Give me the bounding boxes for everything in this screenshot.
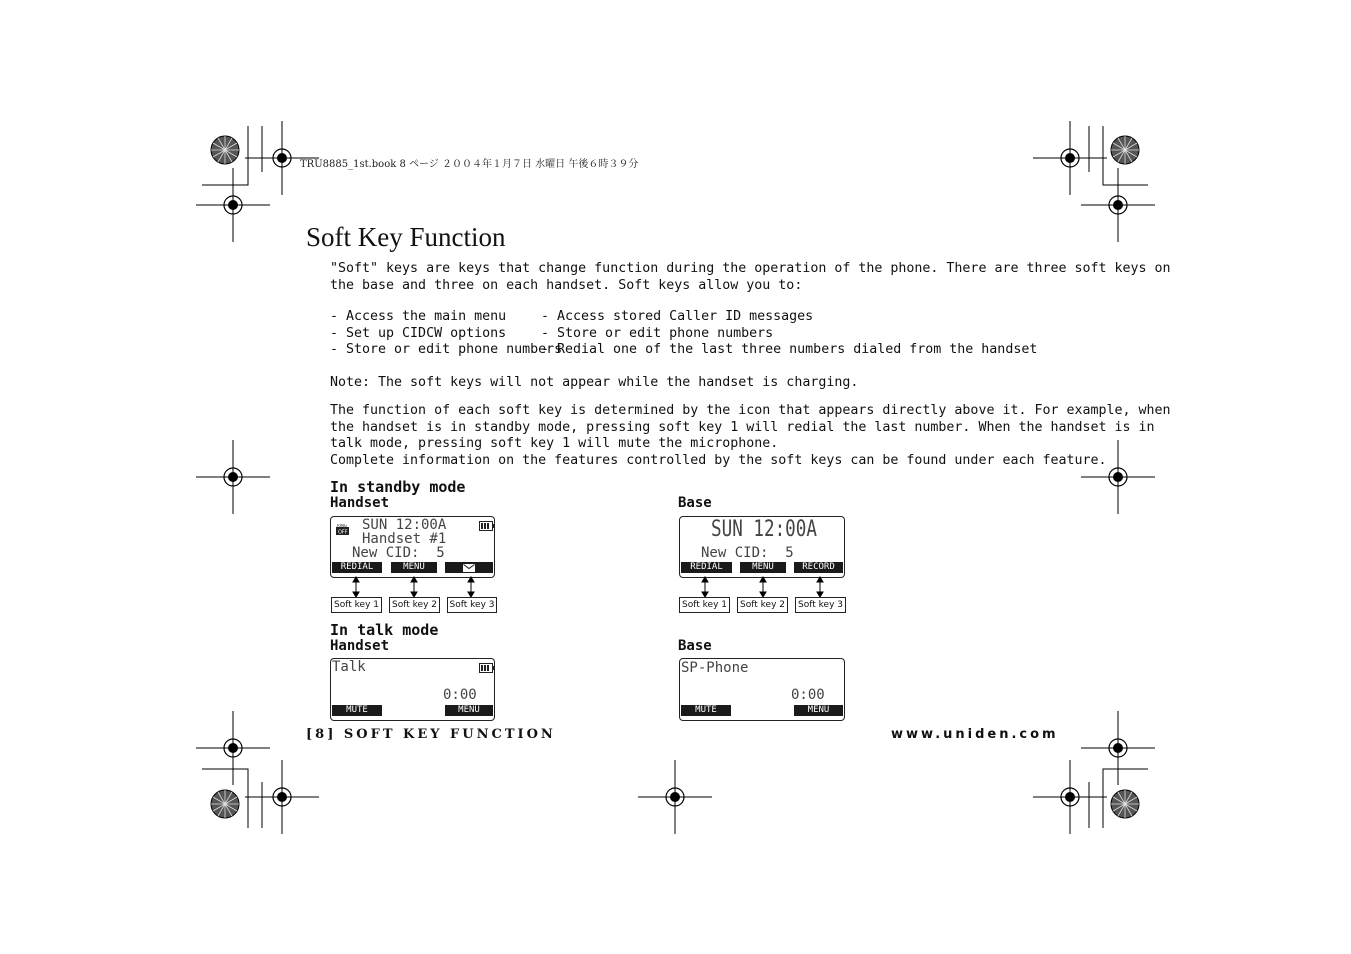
soft-key-3-label: MENU: [445, 705, 493, 716]
intro-line-2: the base and three on each handset. Soft keys allow you to:: [330, 277, 803, 293]
lcd-line-1: Talk: [332, 659, 366, 675]
standby-handset-label: Handset: [330, 495, 390, 511]
soft-key-2-label: MENU: [740, 562, 786, 573]
soft-key-3-label: RECORD: [794, 562, 843, 573]
svg-text:RING: RING: [337, 524, 348, 528]
ringer-off-icon: [336, 520, 349, 535]
lcd-line-1: SP-Phone: [681, 660, 749, 676]
standby-heading: In standby mode: [330, 478, 466, 496]
soft-key-3-button[interactable]: Soft key 3: [447, 597, 497, 613]
list-item: - Store or edit phone numbers: [541, 325, 774, 341]
soft-key-1-button[interactable]: Soft key 1: [331, 597, 382, 613]
intro-paragraph: [330, 261, 1171, 294]
standby-handset-display: [330, 516, 495, 578]
feature-list-left: [330, 309, 562, 359]
standby-base-label: Base: [678, 495, 712, 511]
list-item: - Access the main menu: [330, 309, 507, 324]
paragraph-line: The function of each soft key is determined by the icon that appears directly above it. For example, when: [330, 403, 1171, 418]
soft-key-3-label: [445, 562, 493, 573]
page-footer-url: www.uniden.com: [891, 727, 1059, 742]
page-footer-section: [8] SOFT KEY FUNCTION: [306, 727, 556, 742]
soft-key-3-button[interactable]: Soft key 3: [795, 597, 846, 613]
intro-line-1: "Soft" keys are keys that change function during the operation of the phone. There are three soft keys on: [330, 261, 1171, 276]
soft-key-2-button[interactable]: Soft key 2: [737, 597, 788, 613]
soft-key-1-label: REDIAL: [332, 562, 382, 573]
lcd-line-2: New CID: 5: [701, 545, 794, 561]
talk-heading: In talk mode: [330, 621, 439, 639]
talk-base-label: Base: [678, 638, 712, 654]
feature-list-right: [541, 309, 1037, 359]
call-timer: 0:00: [443, 687, 477, 703]
standby-base-arrows: [679, 576, 849, 598]
soft-key-1-label: MUTE: [332, 705, 382, 716]
paragraph-line: talk mode, pressing soft key 1 will mute the microphone.: [330, 436, 779, 452]
standby-base-display: [679, 516, 845, 578]
call-timer: 0:00: [791, 687, 825, 703]
file-info-header: TRU8885_1st.book 8 ページ ２００４年１月７日 水曜日 午後６時３９分: [300, 159, 639, 170]
list-item: - Access stored Caller ID messages: [541, 309, 814, 324]
talk-handset-label: Handset: [330, 638, 390, 654]
talk-base-display: [679, 658, 845, 721]
soft-key-2-label: MENU: [391, 562, 437, 573]
battery-icon: [479, 663, 493, 673]
talk-handset-display: [330, 658, 495, 721]
paragraph-line: Complete information on the features controlled by the soft keys can be found under each feature.: [330, 453, 1107, 469]
standby-handset-arrows: [330, 576, 500, 598]
charging-note: Note: The soft keys will not appear while the handset is charging.: [330, 375, 859, 390]
page-title: Soft Key Function: [306, 222, 506, 252]
soft-key-3-label: MENU: [794, 705, 843, 716]
battery-icon: [479, 521, 493, 531]
list-item: - Set up CIDCW options: [330, 325, 507, 341]
soft-key-2-button[interactable]: Soft key 2: [389, 597, 440, 613]
soft-key-1-button[interactable]: Soft key 1: [679, 597, 730, 613]
soft-key-1-label: REDIAL: [681, 562, 732, 573]
lcd-line-1: SUN 12:00A: [711, 517, 817, 542]
lcd-line-3: New CID: 5: [352, 545, 445, 561]
svg-text:OFF: OFF: [338, 529, 348, 535]
lcd-line-1: SUN 12:00A: [362, 517, 447, 533]
envelope-icon: [463, 564, 475, 572]
soft-key-1-label: MUTE: [681, 705, 731, 716]
function-paragraph: [330, 403, 1171, 470]
paragraph-line: the handset is in standby mode, pressing soft key 1 will redial the last number. When the handset is in: [330, 419, 1155, 435]
list-item: - Store or edit phone numbers: [330, 342, 563, 358]
list-item: - Redial one of the last three numbers dialed from the handset: [541, 342, 1038, 358]
lcd-line-2: Handset #1: [362, 531, 447, 547]
